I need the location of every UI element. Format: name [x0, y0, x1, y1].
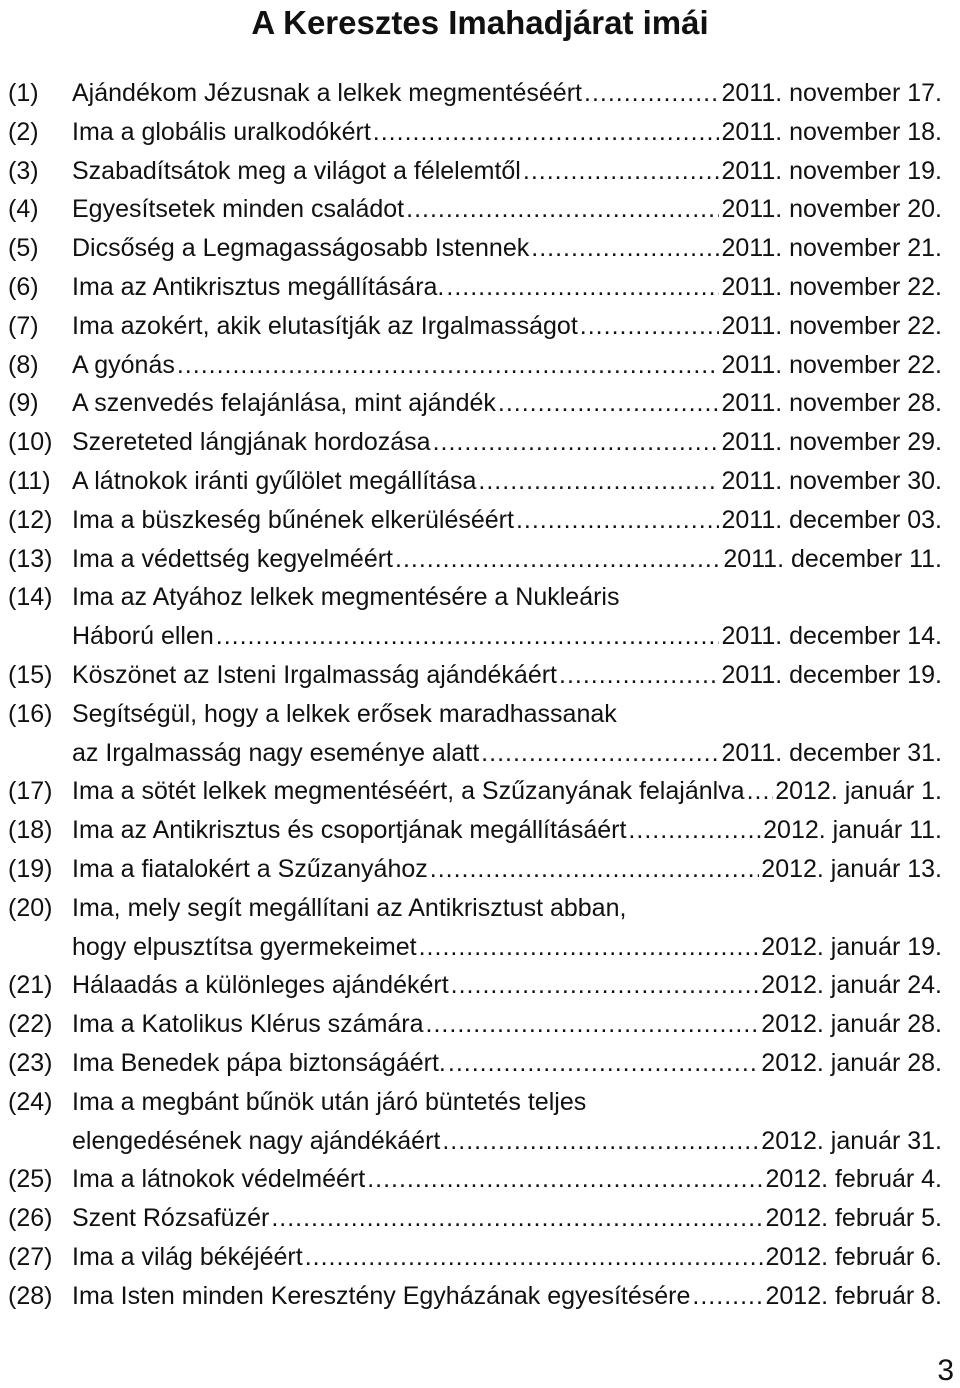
entry-body	[72, 617, 960, 656]
entry-title: Ima a fiatalokért a Szűzanyához	[72, 854, 428, 883]
entry-title: Ima Isten minden Keresztény Egyházának egyesítésére	[72, 1281, 691, 1310]
dot-leader	[395, 540, 721, 579]
entry-body	[72, 152, 960, 191]
dot-leader	[580, 307, 720, 346]
entry-number: (8)	[8, 350, 39, 379]
toc-entry-row	[0, 1277, 960, 1316]
entry-title: Ima a Katolikus Klérus számára	[72, 1010, 424, 1039]
toc-entry-row	[0, 74, 960, 113]
dot-leader	[433, 423, 720, 462]
entry-body	[72, 462, 960, 501]
dot-leader	[446, 268, 719, 307]
entry-body	[72, 734, 960, 773]
entry-title: Ima a globális uralkodókért	[72, 117, 371, 146]
entry-date: 2012. február 4.	[765, 1165, 942, 1194]
entry-body	[72, 772, 960, 811]
entry-title: Ima, mely segít megállítani az Antikrisztust abban,	[72, 893, 627, 922]
dot-leader	[481, 734, 719, 773]
toc-entry-row	[0, 772, 960, 811]
dot-leader	[419, 928, 760, 967]
toc-entry-row	[0, 462, 960, 501]
entry-number: (14)	[8, 583, 53, 612]
entry-body	[72, 229, 960, 268]
toc-entry-row	[0, 1238, 960, 1277]
entry-number: (16)	[8, 699, 53, 728]
toc-entry-row	[0, 152, 960, 191]
toc-entry-row	[0, 850, 960, 889]
entry-date: 2012. január 31.	[761, 1126, 942, 1155]
entry-number: (2)	[8, 117, 39, 146]
page-title: A Keresztes Imahadjárat imái	[251, 4, 709, 41]
dot-leader	[367, 1160, 763, 1199]
dot-leader	[373, 113, 720, 152]
entry-date: 2012. január 24.	[761, 971, 942, 1000]
entry-title: elengedésének nagy ajándékáért	[72, 1126, 441, 1155]
entry-date: 2011. december 19.	[721, 660, 942, 689]
entry-number: (20)	[8, 893, 53, 922]
entry-title: Ima az Antikrisztus megállítására.	[72, 272, 445, 301]
dot-leader	[305, 1238, 764, 1277]
entry-date: 2012. január 28.	[761, 1048, 942, 1077]
entry-body	[72, 423, 960, 462]
entry-title: A szenvedés felajánlása, mint ajándék	[72, 389, 496, 418]
entry-date: 2012. február 5.	[765, 1204, 942, 1233]
dot-leader	[442, 1122, 759, 1161]
entry-date: 2011. november 17.	[721, 79, 942, 107]
entry-title: Ima a látnokok védelméért	[72, 1165, 366, 1194]
toc-entry-continuation-row	[0, 695, 960, 734]
toc-entry-row	[0, 656, 960, 695]
entry-date: 2011. november 19.	[721, 156, 942, 185]
entry-date: 2011. november 21.	[721, 234, 942, 263]
dot-leader	[430, 850, 760, 889]
entry-date: 2011. december 11.	[723, 544, 942, 573]
entry-number: (5)	[8, 234, 39, 263]
entry-date: 2012. január 19.	[761, 932, 942, 961]
entry-number: (27)	[8, 1242, 53, 1271]
dot-leader	[559, 656, 719, 695]
toc-entry-row	[0, 1160, 960, 1199]
entry-date: 2011. november 22.	[721, 272, 942, 301]
entry-title: Ima az Antikrisztus és csoportjának megállításáért	[72, 816, 627, 845]
entry-number: (11)	[8, 466, 51, 495]
entry-number: (25)	[8, 1165, 53, 1194]
entry-number: (13)	[8, 544, 53, 573]
dot-leader	[451, 966, 760, 1005]
entry-body	[72, 889, 960, 928]
entry-body	[72, 540, 960, 579]
entry-date: 2012. február 6.	[765, 1242, 942, 1271]
entry-body	[72, 1044, 960, 1083]
entry-title: Szereteted lángjának hordozása	[72, 428, 431, 457]
toc-entry-row	[0, 384, 960, 423]
dot-leader	[747, 772, 774, 811]
toc-entry-row	[0, 229, 960, 268]
entry-title: Ima a világ békéjéért	[72, 1242, 303, 1271]
table-of-contents	[0, 74, 960, 1316]
entry-body	[72, 578, 960, 617]
entry-body	[72, 268, 960, 307]
entry-number: (18)	[8, 816, 53, 845]
toc-entry-row	[0, 1005, 960, 1044]
toc-entry-continuation-row	[0, 889, 960, 928]
entry-number: (23)	[8, 1048, 53, 1077]
dot-leader	[498, 384, 720, 423]
entry-body	[72, 850, 960, 889]
entry-body	[72, 1277, 960, 1316]
toc-entry-row	[0, 113, 960, 152]
entry-number: (10)	[8, 428, 53, 457]
toc-entry-continuation-row	[0, 578, 960, 617]
entry-body	[72, 190, 960, 229]
entry-number: (4)	[8, 195, 39, 224]
toc-entry-row	[0, 190, 960, 229]
entry-number: (7)	[8, 311, 39, 340]
dot-leader	[692, 1277, 763, 1316]
entry-title: Dicsőség a Legmagasságosabb Istennek	[72, 234, 530, 263]
dot-leader	[177, 346, 720, 385]
toc-entry-row	[0, 307, 960, 346]
entry-date: 2011. november 22.	[721, 350, 942, 379]
entry-date: 2011. december 14.	[721, 622, 942, 651]
entry-title: Segítségül, hogy a lelkek erősek maradhassanak	[72, 699, 617, 728]
entry-title: Ima a sötét lelkek megmentéséért, a Szűzanyának felajánlva	[72, 777, 745, 806]
dot-leader	[448, 1044, 759, 1083]
entry-title: Szabadítsátok meg a világot a félelemtől	[72, 156, 521, 185]
entry-date: 2011. november 18.	[721, 117, 942, 146]
toc-entry-row	[0, 540, 960, 579]
toc-entry-row	[0, 346, 960, 385]
toc-entry-continuation-row	[0, 1083, 960, 1122]
toc-entry-row	[0, 928, 960, 967]
entry-date: 2011. december 03.	[721, 505, 942, 534]
entry-body	[72, 74, 960, 113]
dot-leader	[523, 152, 720, 191]
entry-number: (28)	[8, 1281, 53, 1310]
entry-date: 2011. november 22.	[721, 311, 942, 340]
entry-title: Ima azokért, akik elutasítják az Irgalmasságot	[72, 311, 578, 340]
entry-title: Ajándékom Jézusnak a lelkek megmentéséért	[72, 79, 582, 107]
entry-body	[72, 811, 960, 850]
entry-number: (26)	[8, 1204, 53, 1233]
entry-body	[72, 1083, 960, 1122]
toc-entry-row	[0, 811, 960, 850]
entry-body	[72, 113, 960, 152]
entry-body	[72, 501, 960, 540]
entry-date: 2012. január 11.	[763, 816, 942, 845]
dot-leader	[426, 1005, 760, 1044]
entry-title: Ima Benedek pápa biztonságáért.	[72, 1048, 446, 1077]
entry-body	[72, 346, 960, 385]
entry-title: Háború ellen	[72, 622, 214, 651]
entry-date: 2012. február 8.	[765, 1281, 942, 1310]
entry-body	[72, 695, 960, 734]
entry-date: 2011. december 31.	[721, 738, 942, 767]
dot-leader	[531, 229, 719, 268]
dot-leader	[516, 501, 720, 540]
entry-number: (21)	[8, 971, 53, 1000]
entry-number: (17)	[8, 777, 53, 806]
dot-leader	[628, 811, 761, 850]
toc-entry-row	[0, 1122, 960, 1161]
entry-date: 2011. november 20.	[721, 195, 942, 224]
dot-leader	[478, 462, 719, 501]
toc-entry-row	[0, 501, 960, 540]
entry-number: (9)	[8, 389, 39, 418]
entry-date: 2012. január 1.	[775, 777, 942, 806]
entry-title: Ima a védettség kegyelméért	[72, 544, 393, 573]
entry-title: Ima a megbánt bűnök után járó büntetés teljes	[72, 1087, 587, 1116]
entry-body	[72, 1005, 960, 1044]
toc-entry-row	[0, 734, 960, 773]
entry-number: (19)	[8, 854, 53, 883]
entry-number: (15)	[8, 660, 53, 689]
entry-body	[72, 966, 960, 1005]
entry-title: Ima a büszkeség bűnének elkerüléséért	[72, 505, 514, 534]
entry-number: (24)	[8, 1087, 53, 1116]
entry-title: Köszönet az Isteni Irgalmasság ajándékáért	[72, 660, 557, 689]
dot-leader	[271, 1199, 763, 1238]
entry-date: 2011. november 29.	[721, 428, 942, 457]
entry-date: 2012. január 28.	[761, 1010, 942, 1039]
entry-title: az Irgalmasság nagy eseménye alatt	[72, 738, 480, 767]
entry-body	[72, 656, 960, 695]
entry-number: (1)	[8, 79, 39, 107]
entry-date: 2011. november 28.	[721, 389, 942, 418]
entry-number: (3)	[8, 156, 39, 185]
entry-title: hogy elpusztítsa gyermekeimet	[72, 932, 417, 961]
entry-body	[72, 1238, 960, 1277]
entry-number: (22)	[8, 1010, 53, 1039]
entry-title: Szent Rózsafüzér	[72, 1204, 270, 1233]
entry-body	[72, 1122, 960, 1161]
toc-entry-row	[0, 1044, 960, 1083]
toc-entry-row	[0, 617, 960, 656]
entry-title: Ima az Atyához lelkek megmentésére a Nukleáris	[72, 583, 620, 612]
entry-number: (12)	[8, 505, 53, 534]
toc-entry-row	[0, 423, 960, 462]
dot-leader	[584, 74, 719, 113]
entry-body	[72, 928, 960, 967]
dot-leader	[216, 617, 720, 656]
entry-title: Egyesítsetek minden családot	[72, 195, 405, 224]
page-number: 3	[937, 1354, 954, 1387]
entry-body	[72, 307, 960, 346]
toc-entry-row	[0, 966, 960, 1005]
entry-body	[72, 384, 960, 423]
toc-entry-row	[0, 268, 960, 307]
entry-number: (6)	[8, 272, 39, 301]
entry-body	[72, 1199, 960, 1238]
entry-title: Hálaadás a különleges ajándékért	[72, 971, 449, 1000]
entry-body	[72, 1160, 960, 1199]
dot-leader	[406, 190, 719, 229]
entry-title: A látnokok iránti gyűlölet megállítása	[72, 466, 477, 495]
toc-entry-row	[0, 1199, 960, 1238]
entry-title: A gyónás	[72, 350, 175, 379]
entry-date: 2012. január 13.	[761, 854, 942, 883]
entry-date: 2011. november 30.	[721, 466, 942, 495]
